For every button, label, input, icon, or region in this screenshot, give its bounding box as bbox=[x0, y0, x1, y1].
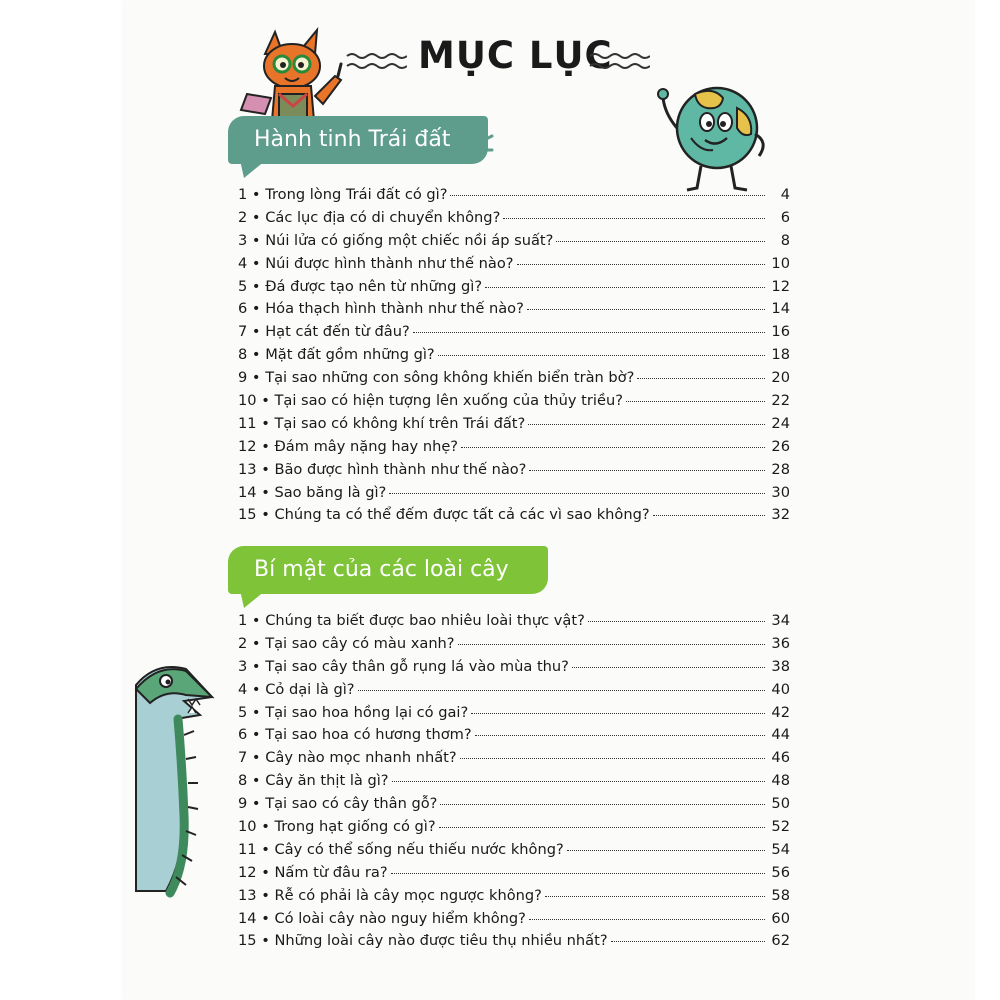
toc-entry-title: Các lục địa có di chuyển không? bbox=[265, 208, 501, 226]
toc-entry bbox=[238, 323, 790, 346]
toc-entry bbox=[238, 392, 790, 415]
dot-leader bbox=[527, 309, 765, 310]
toc-entry bbox=[238, 887, 790, 910]
toc-entry-number: 8 bbox=[238, 772, 248, 790]
toc-entry bbox=[238, 864, 790, 887]
toc-entry-page: 30 bbox=[771, 483, 790, 501]
toc-entry bbox=[238, 726, 790, 749]
toc-entry-title: Đá được tạo nên từ những gì? bbox=[265, 277, 483, 295]
bullet-separator: • bbox=[247, 231, 266, 249]
bullet-separator: • bbox=[256, 886, 275, 904]
toc-list-planet-earth bbox=[238, 186, 790, 529]
toc-entry-page: 54 bbox=[771, 840, 790, 858]
bullet-separator: • bbox=[247, 277, 266, 295]
toc-entry-number: 2 bbox=[238, 208, 248, 226]
toc-entry bbox=[238, 346, 790, 369]
bullet-separator: • bbox=[247, 346, 266, 364]
bullet-separator: • bbox=[247, 254, 266, 272]
toc-entry-title: Cây ăn thịt là gì? bbox=[265, 772, 389, 790]
plant-monster-illustration bbox=[126, 655, 218, 900]
toc-entry-number: 12 bbox=[238, 863, 257, 881]
dot-leader bbox=[588, 621, 765, 622]
toc-entry-number: 14 bbox=[238, 909, 257, 927]
dot-leader bbox=[438, 355, 765, 356]
toc-entry bbox=[238, 278, 790, 301]
bullet-separator: • bbox=[247, 703, 266, 721]
bullet-separator: • bbox=[256, 506, 275, 524]
dot-leader bbox=[458, 644, 765, 645]
sparkle-icon bbox=[474, 122, 496, 156]
toc-entry-number: 4 bbox=[238, 254, 248, 272]
toc-entry-number: 9 bbox=[238, 795, 248, 813]
toc-entry-page: 42 bbox=[771, 703, 790, 721]
dot-leader bbox=[637, 378, 765, 379]
bullet-separator: • bbox=[247, 680, 266, 698]
bullet-separator: • bbox=[256, 460, 275, 478]
toc-list-plant-secrets bbox=[238, 612, 790, 955]
toc-entry-number: 10 bbox=[238, 392, 257, 410]
toc-entry-number: 13 bbox=[238, 886, 257, 904]
toc-entry-title: Cỏ dại là gì? bbox=[265, 680, 355, 698]
toc-entry-title: Nấm từ đâu ra? bbox=[274, 863, 388, 881]
toc-entry-title: Mặt đất gồm những gì? bbox=[265, 346, 435, 364]
toc-entry bbox=[238, 795, 790, 818]
dot-leader bbox=[572, 667, 765, 668]
toc-entry bbox=[238, 300, 790, 323]
toc-entry-title: Hạt cát đến từ đâu? bbox=[265, 323, 410, 341]
bullet-separator: • bbox=[256, 840, 275, 858]
toc-entry-page: 28 bbox=[771, 460, 790, 478]
toc-entry-number: 3 bbox=[238, 231, 248, 249]
bullet-separator: • bbox=[256, 392, 275, 410]
dot-leader bbox=[503, 218, 765, 219]
toc-entry-number: 14 bbox=[238, 483, 257, 501]
toc-entry-number: 13 bbox=[238, 460, 257, 478]
toc-entry-title: Chúng ta có thể đếm được tất cả các vì sao không? bbox=[274, 506, 650, 524]
toc-entry-title: Tại sao hoa hồng lại có gai? bbox=[265, 703, 469, 721]
toc-entry-title: Bão được hình thành như thế nào? bbox=[274, 460, 527, 478]
toc-entry-page: 10 bbox=[771, 254, 790, 272]
dot-leader bbox=[392, 781, 765, 782]
bullet-separator: • bbox=[256, 909, 275, 927]
toc-entry-title: Tại sao có hiện tượng lên xuống của thủy triều? bbox=[274, 392, 623, 410]
bullet-separator: • bbox=[247, 772, 266, 790]
page-title: MỤC LỤC bbox=[418, 34, 613, 77]
toc-entry-page: 58 bbox=[771, 886, 790, 904]
toc-entry-number: 11 bbox=[238, 840, 257, 858]
toc-entry-page: 16 bbox=[771, 323, 790, 341]
bullet-separator: • bbox=[247, 795, 266, 813]
toc-entry-number: 9 bbox=[238, 369, 248, 387]
toc-entry bbox=[238, 461, 790, 484]
toc-entry-title: Đám mây nặng hay nhẹ? bbox=[274, 437, 459, 455]
toc-entry-title: Có loài cây nào nguy hiểm không? bbox=[274, 909, 526, 927]
toc-entry bbox=[238, 681, 790, 704]
toc-entry-page: 26 bbox=[771, 437, 790, 455]
toc-entry-number: 1 bbox=[238, 612, 248, 629]
toc-entry-number: 11 bbox=[238, 414, 257, 432]
bullet-separator: • bbox=[256, 863, 275, 881]
section-header-planet-earth bbox=[228, 116, 488, 164]
toc-entry-page: 38 bbox=[771, 657, 790, 675]
dot-leader bbox=[391, 873, 765, 874]
bullet-separator: • bbox=[256, 437, 275, 455]
toc-entry-page: 32 bbox=[771, 506, 790, 524]
toc-entry-number: 7 bbox=[238, 323, 248, 341]
dot-leader bbox=[528, 424, 765, 425]
dot-leader bbox=[485, 287, 765, 288]
toc-entry-page: 34 bbox=[771, 612, 790, 629]
toc-entry-title: Rễ có phải là cây mọc ngược không? bbox=[274, 886, 542, 904]
earth-character-illustration bbox=[655, 72, 775, 200]
dot-leader bbox=[567, 850, 765, 851]
toc-entry-title: Tại sao cây có màu xanh? bbox=[265, 634, 455, 652]
dot-leader bbox=[545, 896, 765, 897]
toc-entry-title: Hóa thạch hình thành như thế nào? bbox=[265, 300, 524, 318]
dot-leader bbox=[460, 758, 765, 759]
toc-entry-number: 15 bbox=[238, 506, 257, 524]
toc-entry-title: Trong lòng Trái đất có gì? bbox=[265, 186, 448, 203]
toc-entry bbox=[238, 704, 790, 727]
toc-entry-page: 36 bbox=[771, 634, 790, 652]
toc-entry-page: 52 bbox=[771, 818, 790, 836]
dot-leader bbox=[358, 690, 765, 691]
toc-entry bbox=[238, 415, 790, 438]
bullet-separator: • bbox=[256, 818, 275, 836]
toc-entry-number: 6 bbox=[238, 726, 248, 744]
toc-entry bbox=[238, 369, 790, 392]
bullet-separator: • bbox=[256, 414, 275, 432]
bullet-separator: • bbox=[247, 726, 266, 744]
toc-entry-title: Sao băng là gì? bbox=[274, 483, 387, 501]
dot-leader bbox=[440, 804, 765, 805]
bullet-separator: • bbox=[247, 749, 266, 767]
toc-entry-number: 3 bbox=[238, 657, 248, 675]
dot-leader bbox=[517, 264, 766, 265]
toc-entry-page: 8 bbox=[780, 231, 790, 249]
section-header-plant-secrets bbox=[228, 546, 548, 594]
toc-entry-number: 6 bbox=[238, 300, 248, 318]
dot-leader bbox=[611, 941, 765, 942]
toc-entry-title: Những loài cây nào được tiêu thụ nhiều nhất? bbox=[274, 932, 608, 950]
dot-leader bbox=[389, 493, 765, 494]
dot-leader bbox=[471, 713, 765, 714]
sparkle-icon bbox=[524, 552, 546, 586]
toc-entry-title: Tại sao có không khí trên Trái đất? bbox=[274, 414, 526, 432]
toc-entry bbox=[238, 232, 790, 255]
bullet-separator: • bbox=[256, 483, 275, 501]
toc-entry-title: Cây có thể sống nếu thiếu nước không? bbox=[274, 840, 564, 858]
toc-entry-title: Núi được hình thành như thế nào? bbox=[265, 254, 514, 272]
toc-entry bbox=[238, 932, 790, 955]
dot-leader bbox=[556, 241, 765, 242]
speech-tail-icon bbox=[240, 590, 266, 608]
bullet-separator: • bbox=[247, 323, 266, 341]
toc-entry bbox=[238, 255, 790, 278]
bullet-separator: • bbox=[247, 612, 266, 629]
toc-entry-number: 5 bbox=[238, 277, 248, 295]
toc-entry bbox=[238, 506, 790, 529]
toc-entry-title: Cây nào mọc nhanh nhất? bbox=[265, 749, 457, 767]
toc-entry bbox=[238, 209, 790, 232]
dot-leader bbox=[626, 401, 765, 402]
section-heading-text: Hành tinh Trái đất bbox=[254, 127, 451, 152]
toc-entry-page: 24 bbox=[771, 414, 790, 432]
toc-entry bbox=[238, 635, 790, 658]
bullet-separator: • bbox=[247, 634, 266, 652]
title-squiggle-left bbox=[345, 50, 407, 72]
toc-entry-page: 4 bbox=[780, 186, 790, 203]
toc-entry bbox=[238, 438, 790, 461]
toc-entry-number: 10 bbox=[238, 818, 257, 836]
toc-entry bbox=[238, 612, 790, 635]
bullet-separator: • bbox=[247, 369, 266, 387]
toc-entry-title: Chúng ta biết được bao nhiêu loài thực vật? bbox=[265, 612, 585, 629]
toc-entry-page: 56 bbox=[771, 863, 790, 881]
section-heading-text: Bí mật của các loài cây bbox=[254, 557, 509, 582]
toc-entry bbox=[238, 841, 790, 864]
toc-entry-title: Núi lửa có giống một chiếc nồi áp suất? bbox=[265, 231, 554, 249]
toc-entry-title: Tại sao cây thân gỗ rụng lá vào mùa thu? bbox=[265, 657, 569, 675]
toc-entry-page: 20 bbox=[771, 369, 790, 387]
dot-leader bbox=[439, 827, 765, 828]
dot-leader bbox=[450, 195, 765, 196]
toc-entry bbox=[238, 749, 790, 772]
toc-entry-page: 60 bbox=[771, 909, 790, 927]
bullet-separator: • bbox=[247, 186, 266, 203]
toc-entry-number: 12 bbox=[238, 437, 257, 455]
toc-entry-page: 12 bbox=[771, 277, 790, 295]
toc-entry bbox=[238, 186, 790, 209]
dot-leader bbox=[475, 735, 765, 736]
bullet-separator: • bbox=[247, 208, 266, 226]
toc-entry-number: 1 bbox=[238, 186, 248, 203]
toc-entry bbox=[238, 772, 790, 795]
toc-entry bbox=[238, 658, 790, 681]
dot-leader bbox=[529, 919, 765, 920]
toc-entry-number: 8 bbox=[238, 346, 248, 364]
toc-entry-page: 44 bbox=[771, 726, 790, 744]
bullet-separator: • bbox=[256, 932, 275, 950]
toc-entry-title: Tại sao hoa có hương thơm? bbox=[265, 726, 472, 744]
dot-leader bbox=[461, 447, 765, 448]
dot-leader bbox=[529, 470, 765, 471]
toc-entry bbox=[238, 910, 790, 933]
toc-entry-page: 22 bbox=[771, 392, 790, 410]
toc-entry-title: Tại sao có cây thân gỗ? bbox=[265, 795, 438, 813]
dot-leader bbox=[413, 332, 765, 333]
toc-entry-page: 62 bbox=[771, 932, 790, 950]
toc-entry-number: 15 bbox=[238, 932, 257, 950]
toc-entry bbox=[238, 818, 790, 841]
toc-entry-number: 2 bbox=[238, 634, 248, 652]
toc-entry-number: 5 bbox=[238, 703, 248, 721]
bullet-separator: • bbox=[247, 657, 266, 675]
toc-entry-page: 46 bbox=[771, 749, 790, 767]
title-squiggle-right bbox=[588, 50, 650, 72]
toc-entry-page: 14 bbox=[771, 300, 790, 318]
dot-leader bbox=[653, 515, 765, 516]
toc-entry-title: Trong hạt giống có gì? bbox=[274, 818, 436, 836]
toc-entry-page: 48 bbox=[771, 772, 790, 790]
toc-entry bbox=[238, 484, 790, 507]
toc-entry-page: 18 bbox=[771, 346, 790, 364]
bullet-separator: • bbox=[247, 300, 266, 318]
toc-entry-number: 4 bbox=[238, 680, 248, 698]
toc-entry-number: 7 bbox=[238, 749, 248, 767]
toc-entry-page: 6 bbox=[780, 208, 790, 226]
toc-entry-page: 40 bbox=[771, 680, 790, 698]
toc-entry-page: 50 bbox=[771, 795, 790, 813]
speech-tail-icon bbox=[240, 160, 266, 178]
toc-entry-title: Tại sao những con sông không khiến biển tràn bờ? bbox=[265, 369, 635, 387]
